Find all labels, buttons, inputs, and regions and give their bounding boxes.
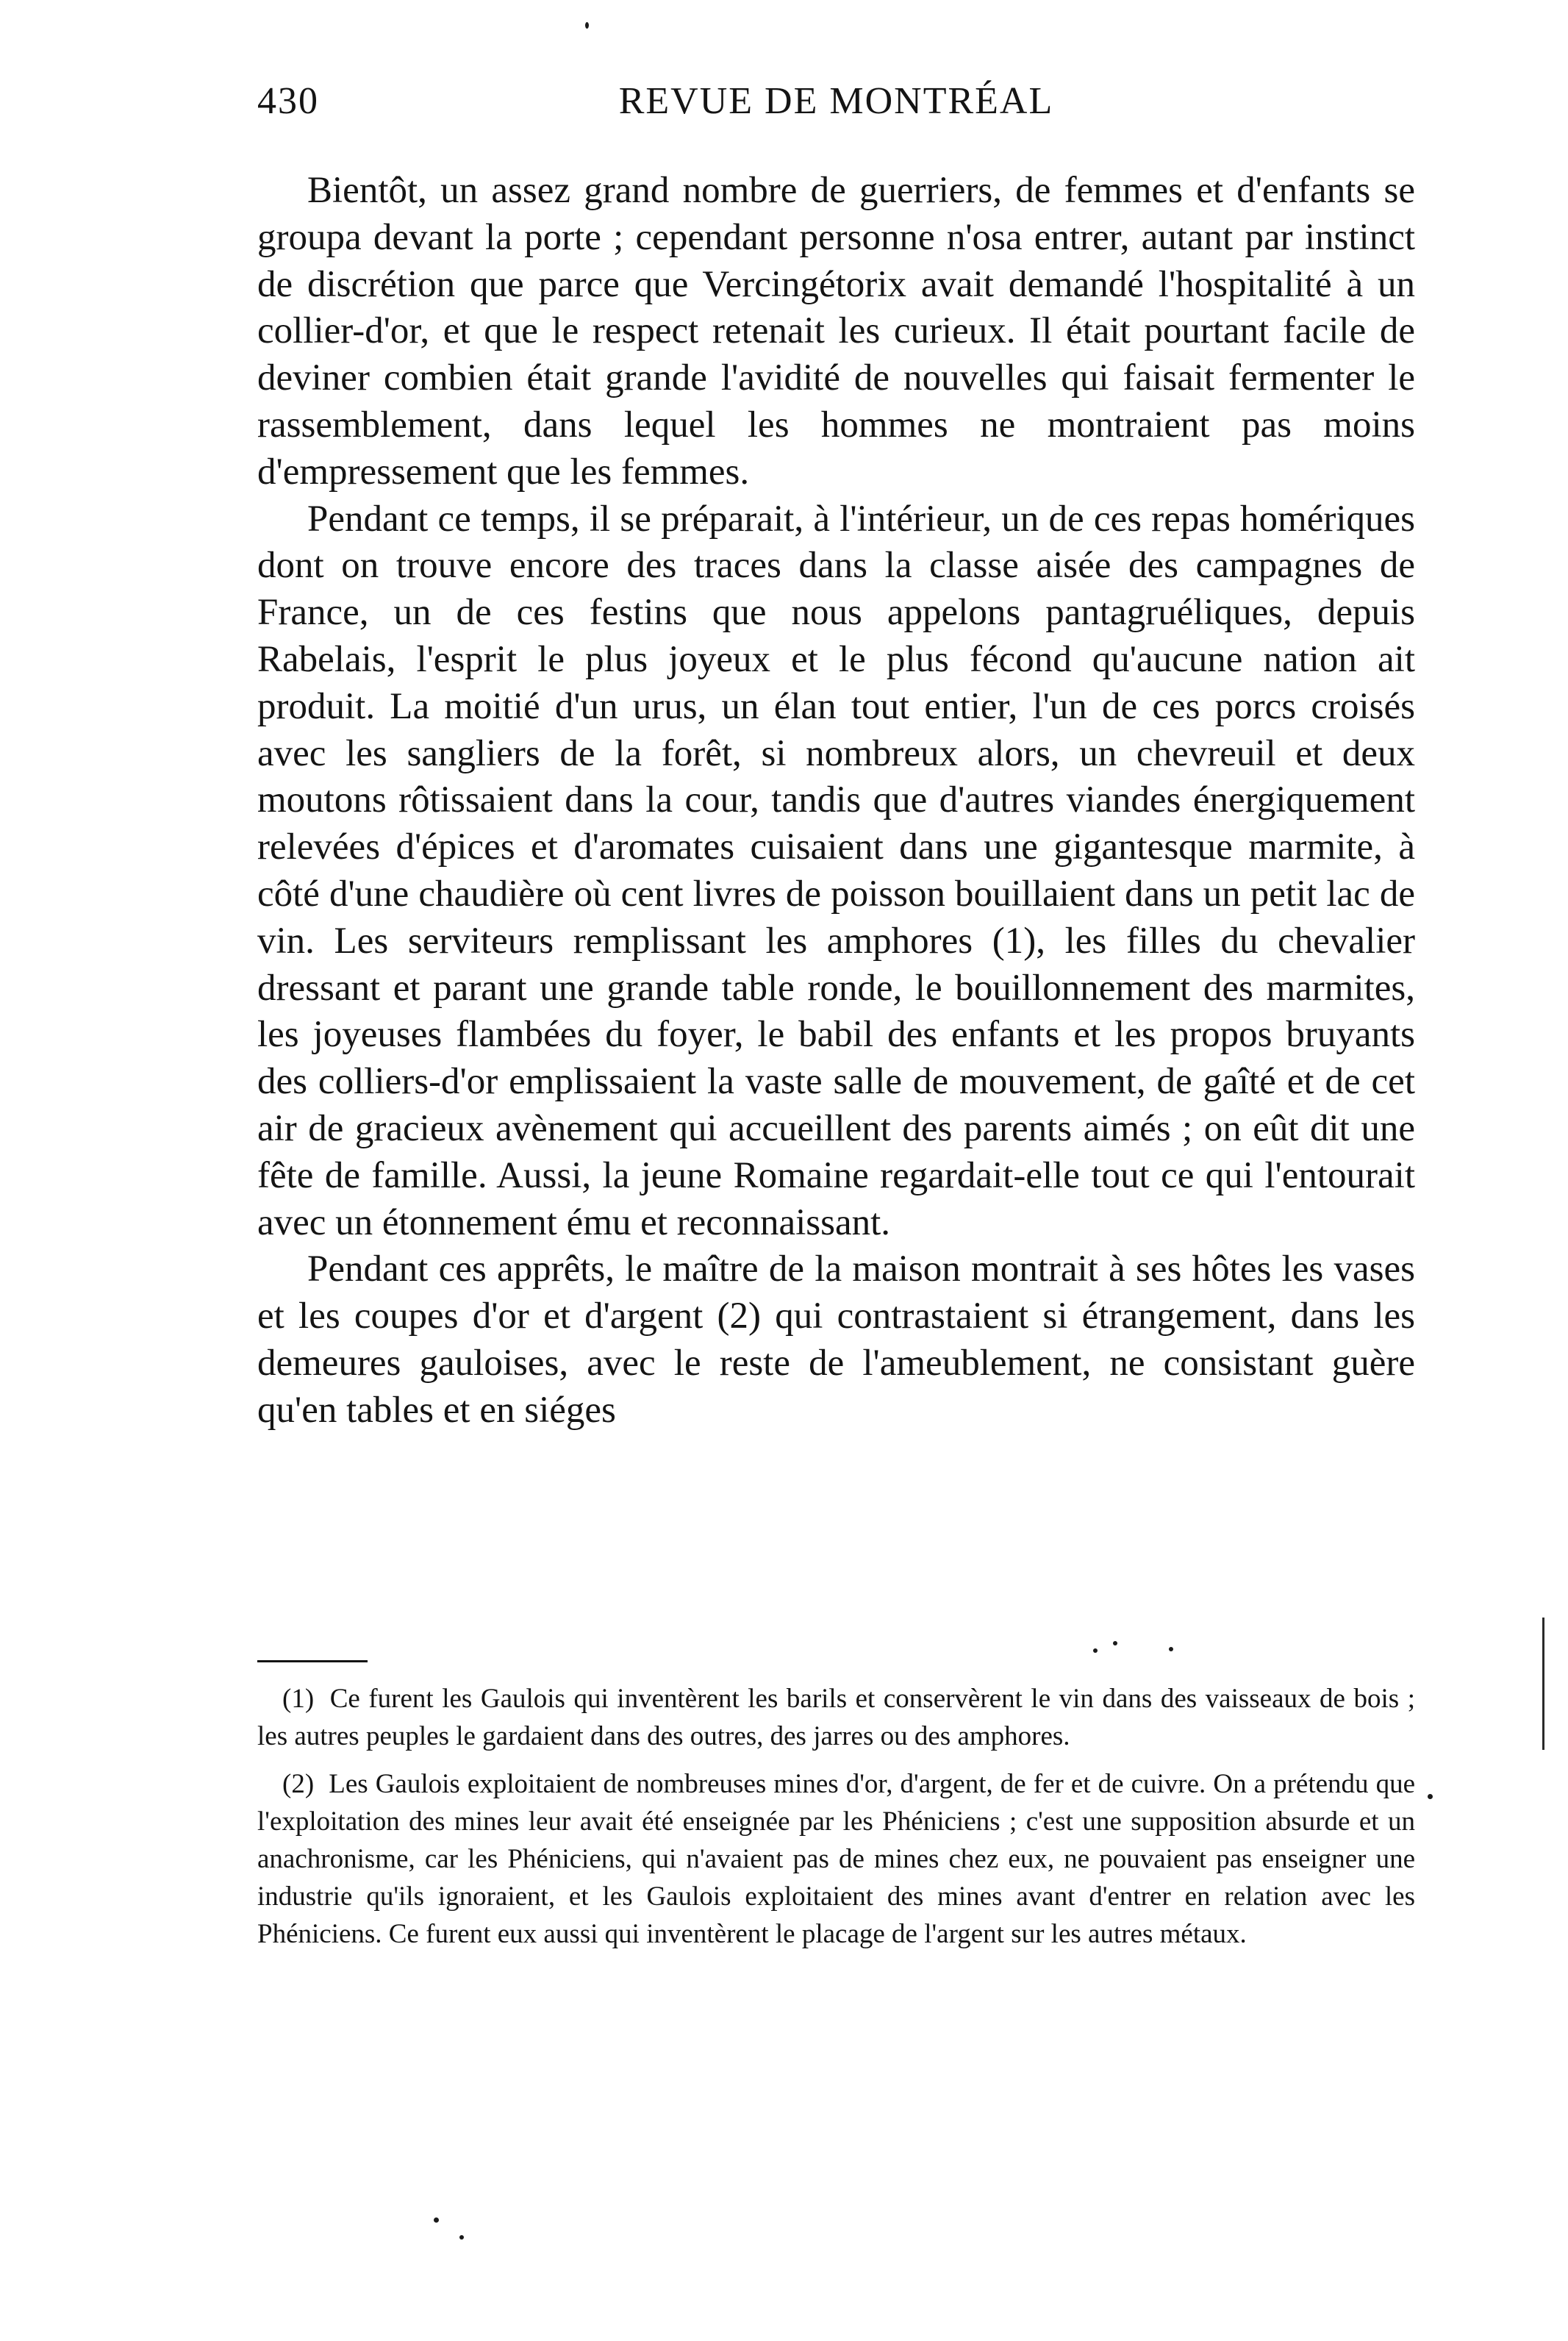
paragraph: Pendant ce temps, il se préparait, à l'intérieur, un de ces repas homériques dont on trouve encore des traces dans la classe aisée des campagnes de France, un de ces festins que nous appelons pantagruéliques, depuis Rabelais, l'esprit le plus joyeux et le plus fécond qu'aucune nation ait produit. La moitié d'un urus, un élan tout entier, l'un de ces porcs croisés avec les sangliers de la forêt, si nombreux alors, un chevreuil et deux moutons rôtissaient dans la cour, tandis que d'autres viandes énergiquement relevées d'épices et d'aromates cuisaient dans une gigantesque marmite, à côté d'une chaudière où cent livres de poisson bouillaient dans un petit lac de vin. Les serviteurs remplissant les amphores (1), les filles du chevalier dressant et parant une grande table ronde, le bouillonnement des marmites, les joyeuses flambées du foyer, le babil des enfants et les propos bruyants des colliers-d'or emplissaient la vaste salle de mouvement, de gaîté et de cet air de gracieux avènement qui accueillent des parents aimés ; on eût dit une fête de famille. Aussi, la jeune Romaine regardait-elle tout ce qui l'entourait avec un étonnement ému et reconnaissant. bbox=[257, 498, 1415, 1243]
page-header bbox=[257, 79, 1415, 138]
footnote-text: Les Gaulois exploitaient de nombreuses mines d'or, d'argent, de fer et de cuivre. On a prétendu que l'exploitation des mines leur avait été enseignée par les Phéniciens ; c'est une supposition absurde et un anachronisme, car les Phéniciens, qui n'avaient pas de mines chez eux, ne pouvaient pas enseigner une industrie qu'ils ignoraient, et les Gaulois exploitaient des mines avant d'entrer en relation avec les Phéniciens. Ce furent eux aussi qui inventèrent le placage de l'argent sur les autres métaux. bbox=[257, 1769, 1416, 1949]
scan-speck bbox=[585, 22, 589, 29]
running-title: REVUE DE MONTRÉAL bbox=[618, 80, 1054, 122]
scan-speck bbox=[1113, 1641, 1117, 1645]
page-number: 430 bbox=[257, 80, 319, 122]
scan-speck bbox=[1093, 1648, 1098, 1653]
footnote bbox=[257, 1680, 1415, 1755]
footnote-separator bbox=[257, 1660, 368, 1662]
scan-speck bbox=[434, 2217, 439, 2223]
scan-edge-line bbox=[1542, 1618, 1544, 1750]
footnote bbox=[257, 1765, 1415, 1953]
paragraph: Bientôt, un assez grand nombre de guerriers, de femmes et d'enfants se groupa devant la porte ; cependant personne n'osa entrer, autant par instinct de discrétion que parce que Vercingétorix avait demandé l'hospitalité à un collier-d'or, et que le respect retenait les curieux. Il était pourtant facile de deviner combien était grande l'avidité de nouvelles qui faisait fermenter le rassemblement, dans lequel les hommes ne montraient pas moins d'empressement que les femmes. bbox=[257, 170, 1415, 493]
body-text bbox=[257, 168, 1415, 1434]
scan-speck bbox=[1428, 1794, 1433, 1799]
footnote-marker: (1) bbox=[282, 1684, 315, 1714]
paragraph: Pendant ces apprêts, le maître de la maison montrait à ses hôtes les vases et les coupes d'or et d'argent (2) qui contrastaient si étrangement, dans les demeures gauloises, avec le reste de l'ameublement, ne consistant guère qu'en tables et en siéges bbox=[257, 1248, 1415, 1431]
scan-speck bbox=[1169, 1647, 1173, 1651]
scan-speck bbox=[459, 2235, 464, 2240]
footnotes bbox=[257, 1680, 1415, 1963]
footnote-marker: (2) bbox=[282, 1769, 315, 1799]
footnote-text: Ce furent les Gaulois qui inventèrent les barils et conservèrent le vin dans des vaisseaux de bois ; les autres peuples le gardaient dans des outres, des jarres ou des amphores. bbox=[257, 1684, 1416, 1751]
